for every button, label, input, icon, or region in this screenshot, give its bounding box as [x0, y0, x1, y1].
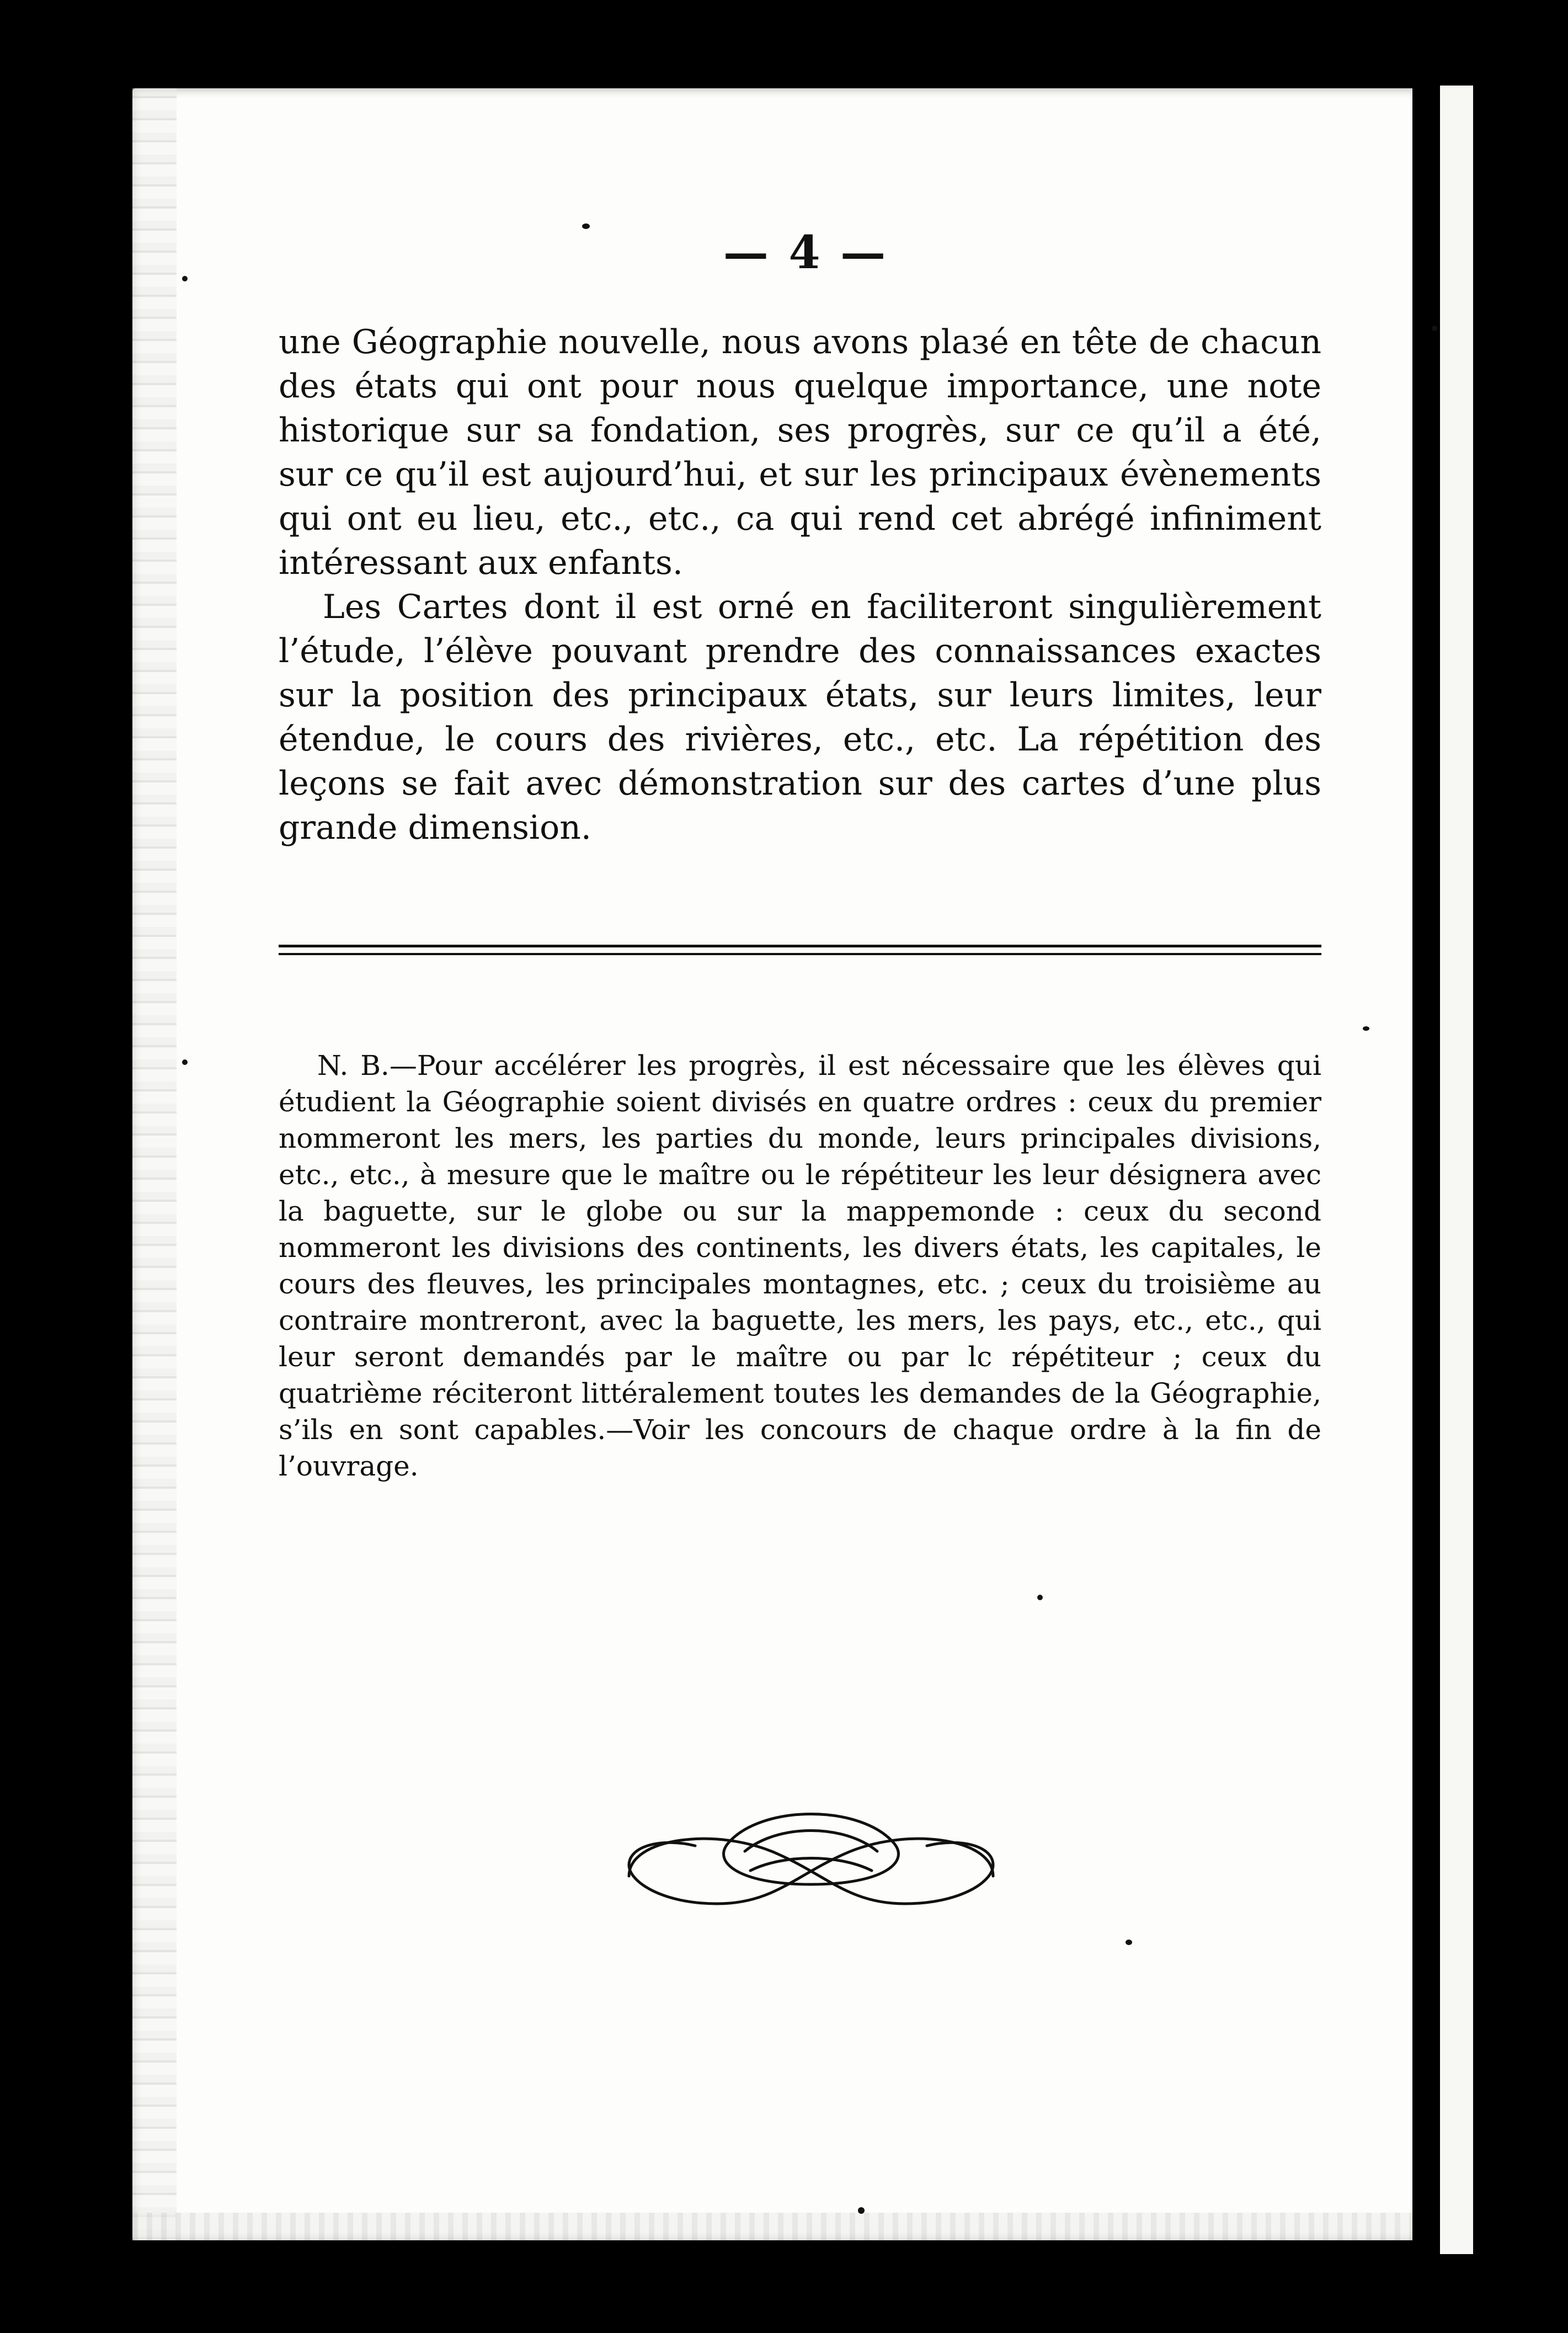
section-divider: [279, 945, 1321, 957]
speck: [182, 1059, 188, 1065]
paragraph-2: Les Cartes dont il est orné en faciliteront singulièrement l’étude, l’élève pouvant prendre des connaissances exactes sur la position des principaux états, sur leurs limites, leur étendue, le cours des rivières, etc., etc. La répétition des leçons se fait avec démonstration sur des cartes d’une plus grande dimension.: [279, 588, 1321, 847]
speck: [1037, 1595, 1043, 1600]
page-bottom-edge: [132, 2213, 1440, 2240]
speck: [1432, 326, 1437, 331]
body-text: [279, 320, 1321, 850]
speck: [582, 223, 590, 229]
divider-line-bottom: [279, 953, 1321, 955]
adjacent-page-strip: [1440, 86, 1473, 2254]
speck: [1363, 1026, 1369, 1031]
flourish-ornament-icon: [618, 1793, 1004, 1926]
page-binding-edge: [132, 88, 177, 2240]
scan-gap: [1412, 88, 1440, 2240]
paragraph-1: une Géographie nouvelle, nous avons plaзé en tête de chacun des états qui ont pour nous quelque importance, une note historique sur sa fondation, ses progrès, sur ce qu’il a été, sur ce qu’il est aujourd’hui, et sur les principaux évènements qui ont eu lieu, etc., etc., ca qui rend cet abrégé infiniment intéressant aux enfants.: [279, 323, 1321, 582]
page-number: — 4 —: [723, 226, 888, 279]
note-block: [279, 1047, 1321, 1484]
note-paragraph: N. B.—Pour accélérer les progrès, il est nécessaire que les élèves qui étudient la Géographie soient divisés en quatre ordres : ceux du premier nommeront les mers, les parties du monde, leurs principales divisions, etc., etc., à mesure que le maître ou le répétiteur les leur désignera avec la baguette, sur le globe ou sur la mappemonde : ceux du second nommeront les divisions des continents, les divers états, les capitales, le cours des fleuves, les principales montagnes, etc. ; ceux du troisième au contraire montreront, avec la baguette, les mers, les pays, etc., etc., qui leur seront demandés par le maître ou par lc répétiteur ; ceux du quatrième réciteront littéralement toutes les demandes de la Géographie, s’ils en sont capables.—Voir les concours de chaque ordre à la fin de l’ouvrage.: [279, 1050, 1321, 1482]
speck: [182, 276, 188, 281]
speck: [1126, 1940, 1132, 1945]
divider-line-top: [279, 945, 1321, 947]
speck: [858, 2207, 865, 2214]
